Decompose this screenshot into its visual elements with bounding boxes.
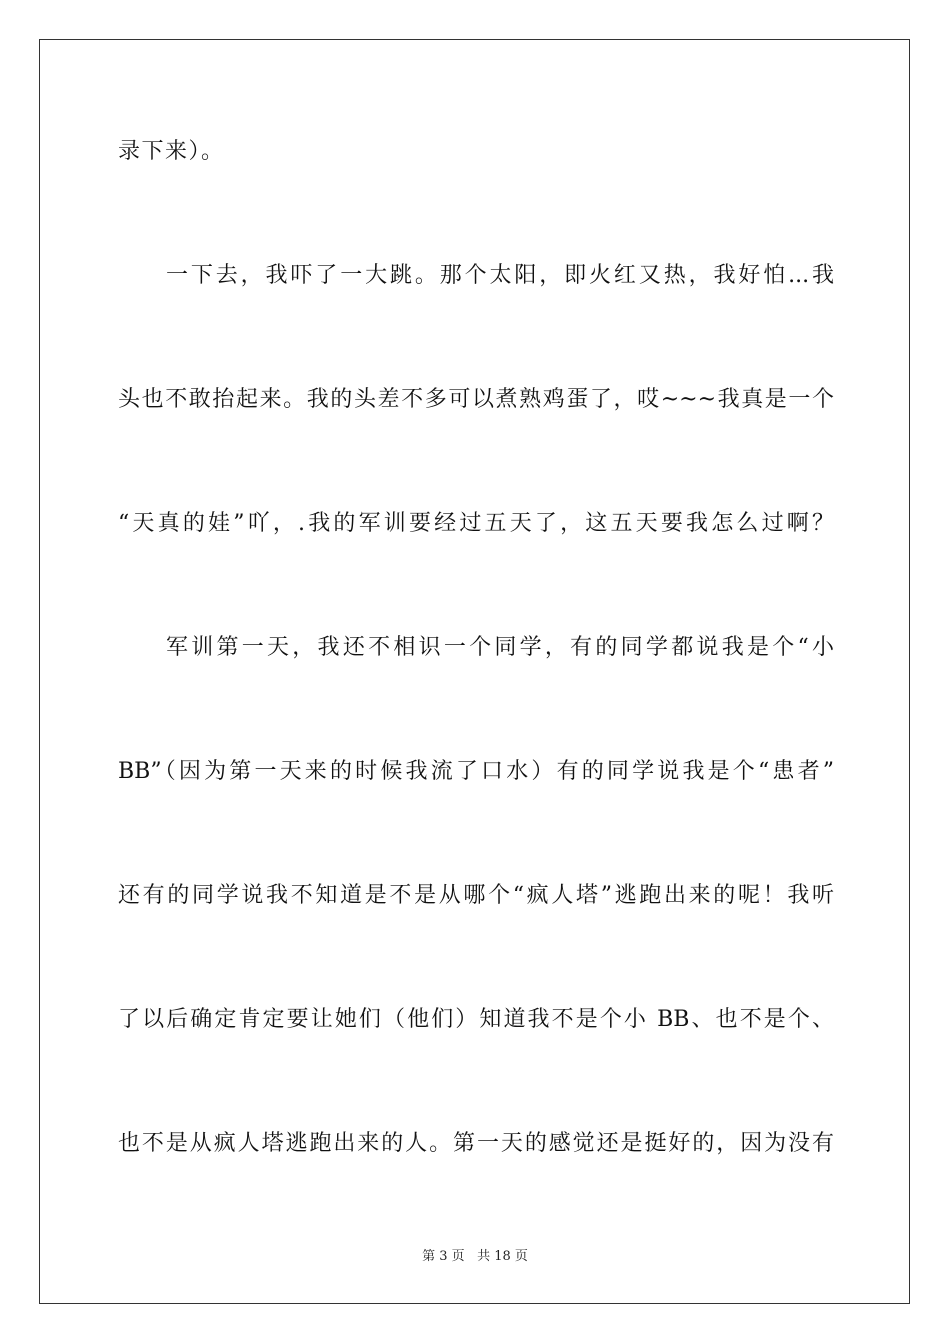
- page-total: 共 18 页: [477, 1249, 528, 1264]
- page-border: [39, 39, 910, 1304]
- page-footer: [0, 1248, 950, 1266]
- paragraph-line: 了以后确定肯定要让她们（他们）知道我不是个小 BB、也不是个、: [118, 1007, 834, 1032]
- page-number: 第 3 页: [422, 1249, 465, 1264]
- paragraph-line: 一下去，我吓了一大跳。那个太阳，即火红又热，我好怕...我: [166, 263, 834, 288]
- paragraph-line: 录下来）。: [118, 139, 225, 164]
- paragraph-line: 也不是从疯人塔逃跑出来的人。第一天的感觉还是挺好的，因为没有: [118, 1131, 834, 1156]
- paragraph-line: 军训第一天，我还不相识一个同学，有的同学都说我是个“小: [166, 635, 834, 660]
- footer-spacer: [465, 1249, 477, 1264]
- paragraph-line: BB”（因为第一天来的时候我流了口水）有的同学说我是个“患者”: [118, 759, 834, 784]
- paragraph-line: 还有的同学说我不知道是不是从哪个“疯人塔”逃跑出来的呢！我听: [118, 883, 834, 908]
- paragraph-line: 头也不敢抬起来。我的头差不多可以煮熟鸡蛋了，哎~~~我真是一个: [118, 387, 834, 412]
- paragraph-line: “天真的娃”吖，.我的军训要经过五天了，这五天要我怎么过啊？: [118, 511, 834, 536]
